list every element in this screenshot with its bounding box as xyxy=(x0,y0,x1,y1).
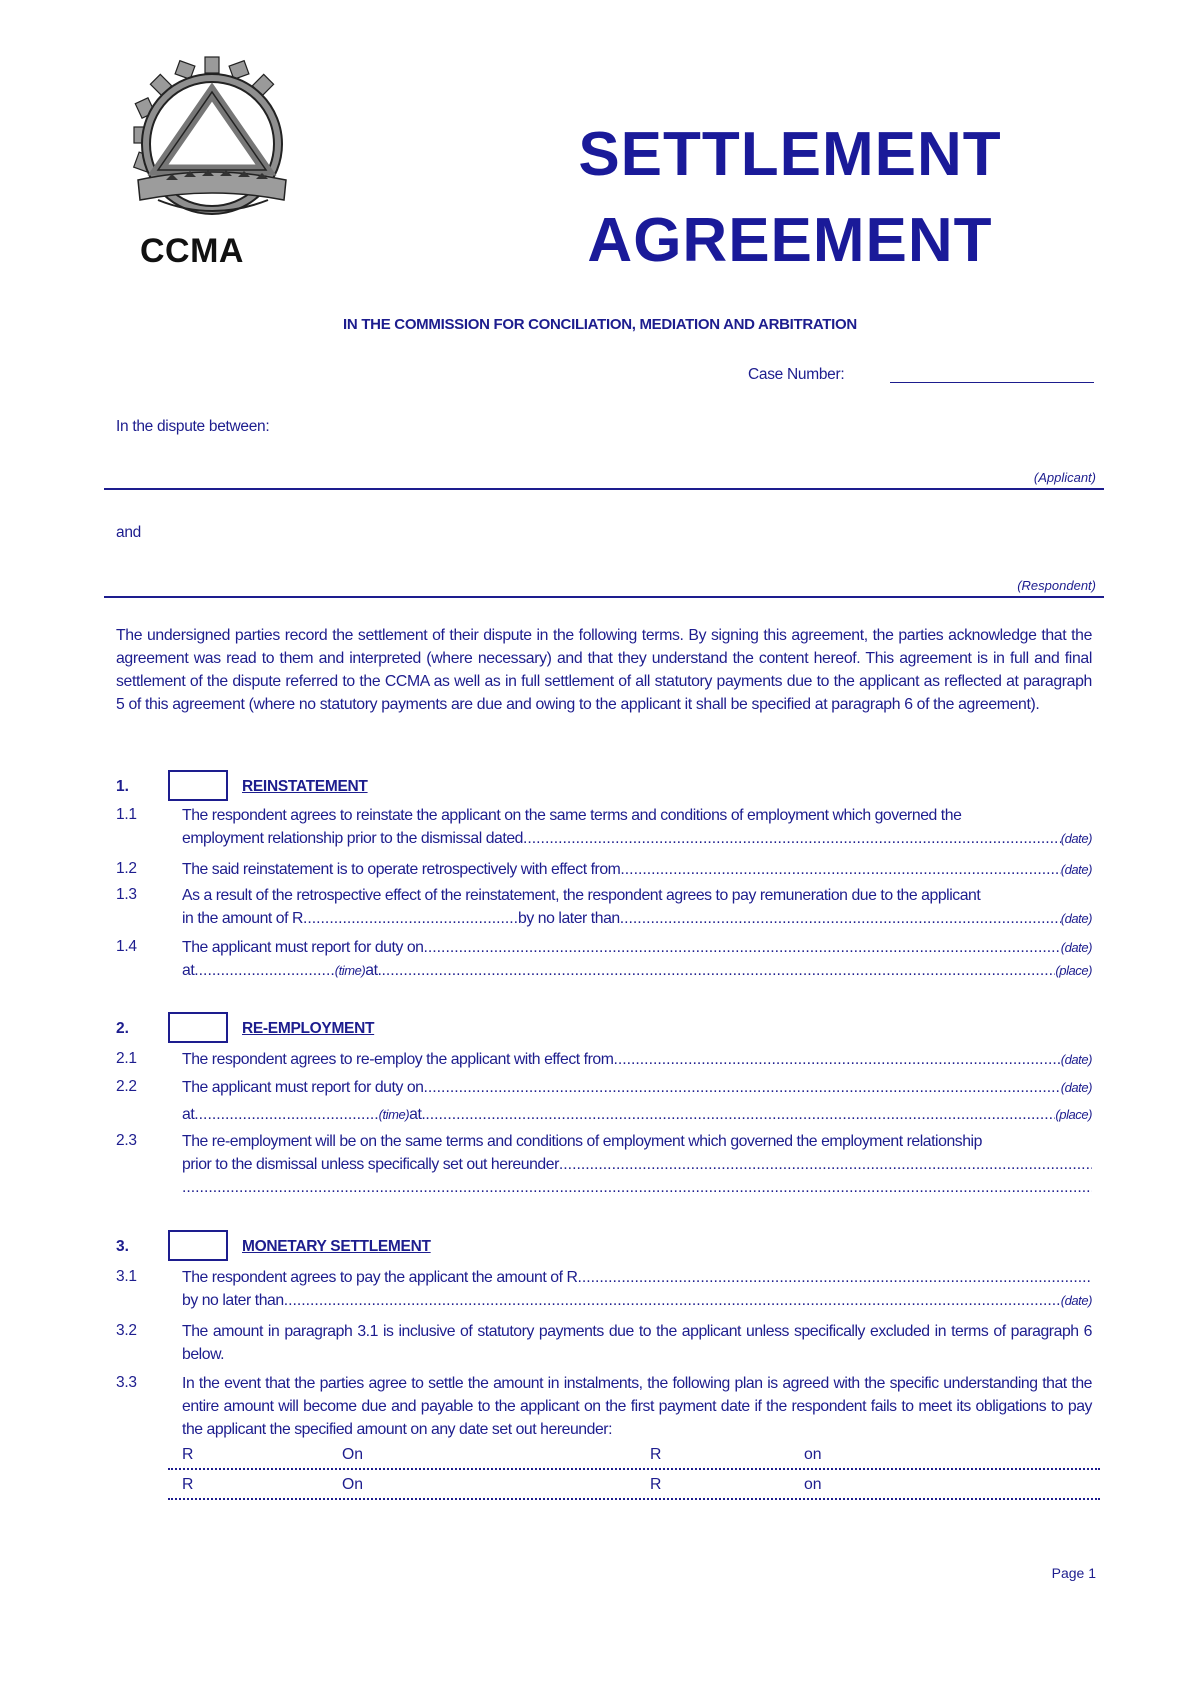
applicant-label: (Applicant) xyxy=(1033,470,1096,485)
dotted-field[interactable]: The applicant must report for duty on ..... (date) xyxy=(182,936,1092,959)
section-2-number: 2. xyxy=(116,1020,129,1037)
instalment-on2: on xyxy=(804,1446,822,1463)
dotted-field[interactable]: The applicant must report for duty on ..... (date) xyxy=(182,1076,1092,1099)
item-1-3 xyxy=(182,884,1092,930)
item-2-1 xyxy=(182,1048,1092,1071)
item-1-2 xyxy=(182,858,1092,881)
item-text: The respondent agrees to reinstate the applicant on the same terms and conditions of employment which governed the xyxy=(182,807,962,824)
item-number: 1.2 xyxy=(116,860,137,877)
dotted-field[interactable] xyxy=(182,1176,1092,1199)
item-1-1 xyxy=(182,804,1092,850)
item-2-2 xyxy=(182,1076,1092,1126)
item-number: 3.1 xyxy=(116,1268,137,1285)
dotted-field[interactable]: prior to the dismissal unless specifically set out hereunder ..... xyxy=(182,1153,1092,1176)
item-number: 2.2 xyxy=(116,1078,137,1095)
item-2-3 xyxy=(182,1130,1092,1199)
section-3-checkbox[interactable] xyxy=(168,1230,228,1261)
dotted-field[interactable]: The respondent agrees to re-employ the applicant with effect from ..... (date) xyxy=(182,1048,1092,1071)
title-line-2: AGREEMENT xyxy=(587,206,993,275)
respondent-label: (Respondent) xyxy=(1017,578,1096,593)
section-1-title: REINSTATEMENT xyxy=(242,778,368,795)
dispute-label: In the dispute between: xyxy=(116,418,270,435)
applicant-field[interactable] xyxy=(104,488,1104,490)
item-number: 3.3 xyxy=(116,1374,137,1391)
title-line-1: SETTLEMENT xyxy=(578,120,1002,189)
dotted-field[interactable]: The said reinstatement is to operate retrospectively with effect from ..... (date) xyxy=(182,858,1092,881)
item-text: The re-employment will be on the same terms and conditions of employment which governed the employment relationship xyxy=(182,1133,982,1150)
item-1-4 xyxy=(182,936,1092,982)
item-number: 1.3 xyxy=(116,886,137,903)
item-number: 2.3 xyxy=(116,1132,137,1149)
item-3-3: In the event that the parties agree to settle the amount in instalments, the following plan is agreed with the specific understanding that the entire amount will become due and payable to the applicant on the first payment date if the respondent fails to meet its obligations to pay the applicant the specified amount on any date set out hereunder: xyxy=(182,1375,1092,1438)
item-3-2: The amount in paragraph 3.1 is inclusive of statutory payments due to the applicant unless specifically excluded in terms of paragraph 6 below. xyxy=(182,1323,1092,1363)
item-number: 2.1 xyxy=(116,1050,137,1067)
dotted-field[interactable]: employment relationship prior to the dismissal dated ..... (date) xyxy=(182,827,1092,850)
dotted-field[interactable]: at ................................ (time) at. ..... (place) xyxy=(182,959,1092,982)
instalment-line-1[interactable] xyxy=(168,1468,1100,1470)
item-number: 3.2 xyxy=(116,1322,137,1339)
instalment-r2: R xyxy=(650,1476,662,1493)
dotted-field[interactable]: The respondent agrees to pay the applicant the amount of R ..... xyxy=(182,1266,1092,1289)
section-1-number: 1. xyxy=(116,778,129,795)
document-subtitle: IN THE COMMISSION FOR CONCILIATION, MEDIATION AND ARBITRATION xyxy=(343,316,857,333)
dotted-field[interactable]: at .......................................... (time) at. ..... (place) xyxy=(182,1103,1092,1126)
intro-paragraph: The undersigned parties record the settlement of their dispute in the following terms. By signing this agreement, the parties acknowledge that the agreement was read to them and interpreted (where necessary) and that they understand the content hereof. This agreement is in full and final settlement of the dispute referred to the CCMA as well as in full settlement of all statutory payments due to the applicant as reflected at paragraph 5 of this agreement (where no statutory payments are due and owing to the applicant it shall be specified at paragraph 6 of the agreement). xyxy=(116,627,1092,713)
respondent-field[interactable] xyxy=(104,596,1104,598)
section-1-checkbox[interactable] xyxy=(168,770,228,801)
instalment-r1: R xyxy=(182,1476,194,1493)
logo-text: CCMA xyxy=(140,232,244,270)
instalment-on1: On xyxy=(342,1476,364,1493)
case-number-label: Case Number: xyxy=(748,366,845,383)
item-number: 1.4 xyxy=(116,938,137,955)
and-label: and xyxy=(116,524,141,541)
section-2-checkbox[interactable] xyxy=(168,1012,228,1043)
section-3-title: MONETARY SETTLEMENT xyxy=(242,1238,431,1255)
instalment-line-2[interactable] xyxy=(168,1498,1100,1500)
item-text: As a result of the retrospective effect of the reinstatement, the respondent agrees to pay remuneration due to the applicant xyxy=(182,887,981,904)
instalment-on2: on xyxy=(804,1476,822,1493)
section-3-number: 3. xyxy=(116,1238,129,1255)
dotted-field[interactable]: in the amount of R ................................................. by no later than ..... (date) xyxy=(182,907,1092,930)
instalment-r2: R xyxy=(650,1446,662,1463)
instalment-r1: R xyxy=(182,1446,194,1463)
page-number: Page 1 xyxy=(1051,1565,1096,1581)
dotted-field[interactable]: by no later than ..... (date) xyxy=(182,1289,1092,1312)
item-number: 1.1 xyxy=(116,806,137,823)
instalment-on1: On xyxy=(342,1446,364,1463)
item-3-1 xyxy=(182,1266,1092,1312)
case-number-field[interactable] xyxy=(890,382,1094,383)
section-2-title: RE-EMPLOYMENT xyxy=(242,1020,375,1037)
